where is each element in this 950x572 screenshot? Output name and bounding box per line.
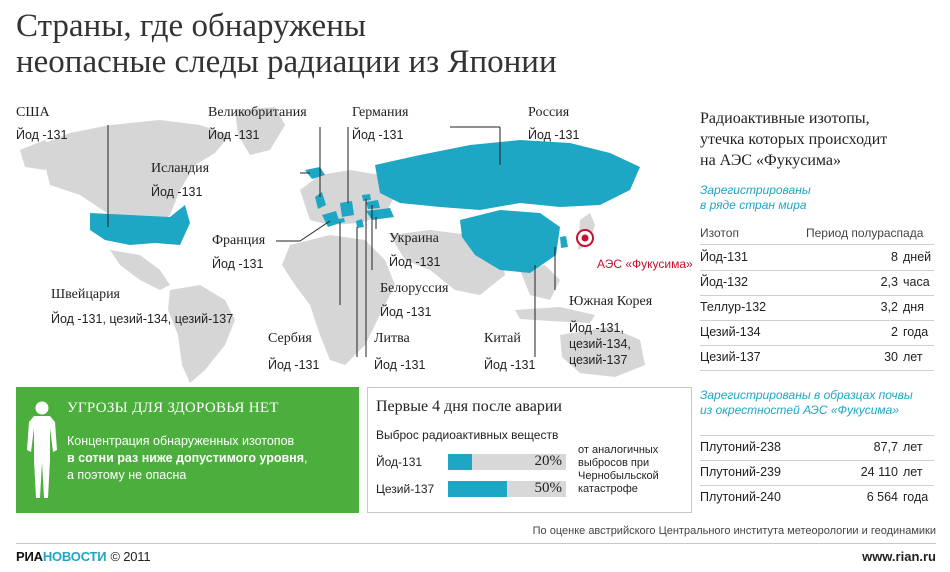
isotopes-china: Йод -131	[484, 358, 536, 372]
health-text-bold: в сотни раз ниже допустимого уровня	[67, 451, 305, 465]
isotope-name: Теллур-132	[700, 300, 767, 314]
isotope-name: Плутоний-239	[700, 465, 781, 479]
halflife-unit: лет	[903, 350, 923, 364]
country-russia: Россия	[528, 105, 570, 120]
country-belarus: Белоруссия	[380, 281, 449, 296]
halflife-unit: дней	[903, 250, 932, 264]
bar-pct-cesium: 50%	[534, 480, 562, 496]
country-usa: США	[16, 105, 50, 120]
panel-subtitle-2	[700, 388, 940, 418]
source-note: По оценке австрийского Центрального института метеорологии и геодинамики	[532, 525, 936, 537]
country-uk: Великобритания	[208, 105, 307, 120]
health-box	[16, 387, 359, 513]
country-iceland: Исландия	[151, 161, 210, 176]
col-header-halflife: Период полураспада	[806, 226, 924, 240]
copyright: © 2011	[110, 549, 151, 564]
isotopes-france: Йод -131	[212, 257, 264, 271]
emission-note-line-2: выбросов при	[578, 457, 650, 469]
isotopes-iceland: Йод -131	[151, 185, 203, 199]
table-row	[700, 296, 934, 320]
bar-label-cesium: Цезий-137	[376, 482, 435, 496]
country-switzerland: Швейцария	[51, 287, 120, 302]
country-serbia: Сербия	[268, 331, 312, 346]
country-ukraine: Украина	[389, 231, 439, 246]
health-text-line-2	[67, 450, 352, 467]
country-china: Китай	[484, 331, 521, 346]
fukushima-marker	[577, 230, 593, 246]
table-row	[700, 436, 934, 460]
halflife-value: 8	[891, 250, 898, 264]
isotopes-south-korea-2: цезий-134,	[569, 337, 631, 351]
table-row	[700, 346, 934, 370]
table-row	[700, 461, 934, 485]
table-row	[700, 271, 934, 295]
emission-subtitle: Выброс радиоактивных веществ	[376, 428, 559, 442]
logo-novosti: НОВОСТИ	[42, 549, 107, 564]
health-text-line-1: Концентрация обнаруженных изотопов	[67, 434, 295, 448]
panel-subtitle-2-line-1: Зарегистрированы в образцах почвы	[700, 388, 913, 402]
health-text-line-3: а поэтому не опасна	[67, 468, 187, 482]
halflife-value: 2	[891, 325, 898, 339]
bar-label-iodine: Йод-131	[376, 455, 423, 469]
panel-title-line-3: на АЭС «Фукусима»	[700, 152, 842, 169]
map-south-korea	[560, 236, 568, 248]
isotopes-germany: Йод -131	[352, 128, 404, 142]
emission-box	[367, 387, 692, 513]
isotope-name: Йод-131	[700, 250, 748, 264]
country-germany: Германия	[352, 105, 409, 120]
halflife-value: 2,3	[880, 275, 898, 289]
footer-divider	[16, 543, 936, 544]
isotopes-lithuania: Йод -131	[374, 358, 426, 372]
site-link[interactable]: www.rian.ru	[862, 549, 936, 564]
emission-title: Первые 4 дня после аварии	[376, 398, 562, 415]
halflife-value: 6 564	[866, 490, 898, 504]
isotopes-uk: Йод -131	[208, 128, 260, 142]
emission-note-line-4: катастрофе	[578, 483, 638, 495]
isotopes-switzerland: Йод -131, цезий-134, цезий-137	[51, 312, 234, 326]
isotopes-belarus: Йод -131	[380, 305, 432, 319]
isotopes-russia: Йод -131	[528, 128, 580, 142]
halflife-unit: часа	[903, 275, 930, 289]
halflife-value: 87,7	[873, 440, 898, 454]
table-divider	[700, 244, 934, 245]
map-russia	[375, 140, 640, 210]
map-germany	[340, 201, 354, 217]
isotope-name: Цезий-134	[700, 325, 761, 339]
bar-pct-iodine: 20%	[534, 453, 562, 469]
country-south-korea: Южная Корея	[569, 294, 653, 309]
halflife-value: 3,2	[880, 300, 898, 314]
world-map	[0, 95, 693, 385]
halflife-unit: года	[903, 490, 929, 504]
person-icon	[25, 400, 59, 500]
bar-iodine	[448, 454, 566, 470]
country-france: Франция	[212, 233, 266, 248]
panel-title-line-2: утечка которых происходит	[700, 131, 888, 148]
title-line-1: Страны, где обнаружены	[16, 8, 367, 44]
table-row	[700, 321, 934, 345]
panel-subtitle-2-line-2: из окрестностей АЭС «Фукусима»	[700, 403, 900, 417]
emission-note	[578, 444, 688, 496]
table-row	[700, 486, 934, 510]
health-title: УГРОЗЫ ДЛЯ ЗДОРОВЬЯ НЕТ	[67, 400, 279, 416]
country-lithuania: Литва	[374, 331, 410, 346]
panel-title-line-1: Радиоактивные изотопы,	[700, 110, 870, 127]
title-line-2: неопасные следы радиации из Японии	[16, 44, 557, 80]
halflife-unit: лет	[903, 465, 923, 479]
isotope-name: Йод-132	[700, 275, 748, 289]
emission-note-line-3: Чернобыльской	[578, 470, 659, 482]
isotope-name: Цезий-137	[700, 350, 761, 364]
isotopes-ukraine: Йод -131	[389, 255, 441, 269]
halflife-unit: лет	[903, 440, 923, 454]
table-divider	[700, 370, 934, 371]
page-title	[16, 8, 716, 80]
col-header-isotope: Изотоп	[700, 226, 739, 240]
halflife-unit: дня	[903, 300, 924, 314]
isotopes-panel-title	[700, 108, 940, 171]
bar-cesium	[448, 481, 566, 497]
panel-subtitle-1-line-1: Зарегистрированы	[700, 183, 811, 197]
table-row	[700, 246, 934, 270]
bar-fill-cesium	[448, 481, 507, 497]
bar-fill-iodine	[448, 454, 472, 470]
fukushima-label: АЭС «Фукусима»	[597, 257, 693, 271]
ria-logo	[16, 549, 150, 564]
isotopes-south-korea-1: Йод -131,	[569, 321, 624, 335]
emission-note-line-1: от аналогичных	[578, 444, 659, 456]
panel-subtitle-1	[700, 183, 940, 213]
logo-ria: РИА	[16, 549, 43, 564]
isotopes-usa: Йод -131	[16, 128, 68, 142]
health-text-comma: ,	[304, 451, 308, 465]
halflife-value: 30	[884, 350, 898, 364]
isotope-name: Плутоний-238	[700, 440, 781, 454]
isotopes-serbia: Йод -131	[268, 358, 320, 372]
isotopes-south-korea-3: цезий-137	[569, 353, 628, 367]
health-text	[67, 433, 352, 484]
halflife-unit: года	[903, 325, 929, 339]
halflife-value: 24 110	[860, 465, 898, 479]
isotope-name: Плутоний-240	[700, 490, 781, 504]
panel-subtitle-1-line-2: в ряде стран мира	[700, 198, 807, 212]
